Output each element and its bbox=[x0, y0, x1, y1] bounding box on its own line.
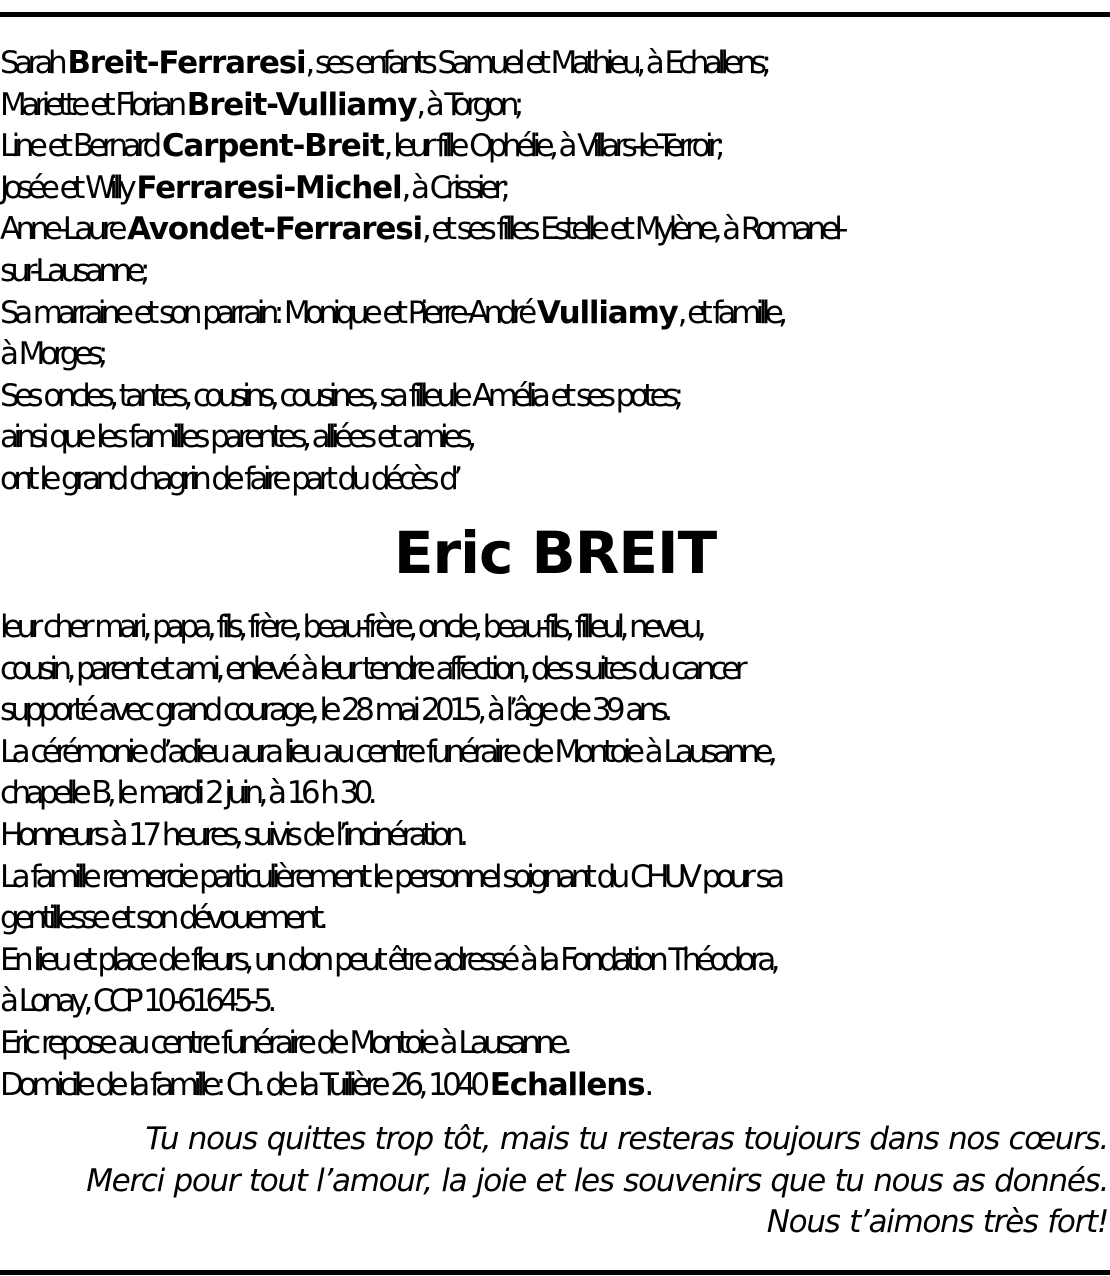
detail-line: gentillesse et son dévouement. bbox=[0, 900, 324, 937]
family-line: Mariette et Florian Breit-Vulliamy, à Torgon; bbox=[0, 86, 519, 123]
family-line: Line et Bernard Carpent-Breit, leur fille Ophélie, à Villars-le-Terroir; bbox=[0, 128, 720, 165]
detail-line: Domicile de la famille: Ch. de la Tuilière 26, 1040 Echallens. bbox=[0, 1066, 649, 1103]
deceased-name: Eric BREIT bbox=[393, 519, 717, 587]
poem-line: Tu nous quittes trop tôt, mais tu resteras toujours dans nos cœurs. bbox=[145, 1121, 1108, 1157]
top-rule bbox=[0, 12, 1110, 17]
family-line: ont le grand chagrin de faire part du décès d’ bbox=[0, 460, 458, 497]
detail-line: chapelle B, le mardi 2 juin, à 16 h 30. bbox=[0, 775, 373, 812]
detail-line: La famille remercie particulièrement le personnel soignant du CHUV pour sa bbox=[0, 858, 780, 895]
detail-line: à Lonay, CCP 10-61645-5. bbox=[0, 983, 272, 1020]
detail-line: cousin, parent et ami, enlevé à leur tendre affection, des suites du cancer bbox=[0, 650, 742, 687]
detail-line: La cérémonie d’adieu aura lieu au centre funéraire de Montoie à Lausanne, bbox=[0, 733, 773, 770]
detail-line: leur cher mari, papa, fils, frère, beau-frère, oncle, beau-fils, filleul, neveu, bbox=[0, 609, 702, 645]
detail-line: En lieu et place de fleurs, un don peut être adressé à la Fondation Théodora, bbox=[0, 941, 775, 978]
family-line: Josée et Willy Ferraresi-Michel, à Crissier; bbox=[0, 169, 506, 206]
detail-line: supporté avec grand courage, le 28 mai 2015, à l’âge de 39 ans. bbox=[0, 692, 668, 729]
family-line: à Morges; bbox=[0, 336, 103, 373]
family-line: Sa marraine et son parrain: Monique et Pierre-André Vulliamy, et famille, bbox=[0, 294, 783, 331]
poem-line: Merci pour tout l’amour, la joie et les souvenirs que tu nous as donnés. bbox=[86, 1162, 1108, 1199]
detail-line: Eric repose au centre funéraire de Montoie à Lausanne. bbox=[0, 1024, 568, 1061]
family-line: Sarah Breit-Ferraresi, ses enfants Samuel et Mathieu, à Echallens; bbox=[0, 45, 767, 81]
detail-line: Honneurs à 17 heures, suivis de l’incinération. bbox=[0, 816, 464, 853]
funeral-details bbox=[0, 607, 1110, 1106]
family-line: Anne-Laure Avondet-Ferraresi, et ses filles Estelle et Mylène, à Romanel- bbox=[0, 211, 843, 248]
family-line: Ses oncles, tantes, cousins, cousines, sa filleule Amélia et ses potes; bbox=[0, 377, 679, 414]
farewell-poem bbox=[0, 1119, 1108, 1244]
poem-line: Nous t’aimons très fort! bbox=[766, 1204, 1108, 1241]
family-line: ainsi que les familles parentes, alliées et amies, bbox=[0, 419, 472, 456]
bottom-rule bbox=[0, 1270, 1110, 1275]
family-line: sur-Lausanne; bbox=[0, 252, 145, 289]
family-announcement bbox=[0, 43, 1110, 501]
